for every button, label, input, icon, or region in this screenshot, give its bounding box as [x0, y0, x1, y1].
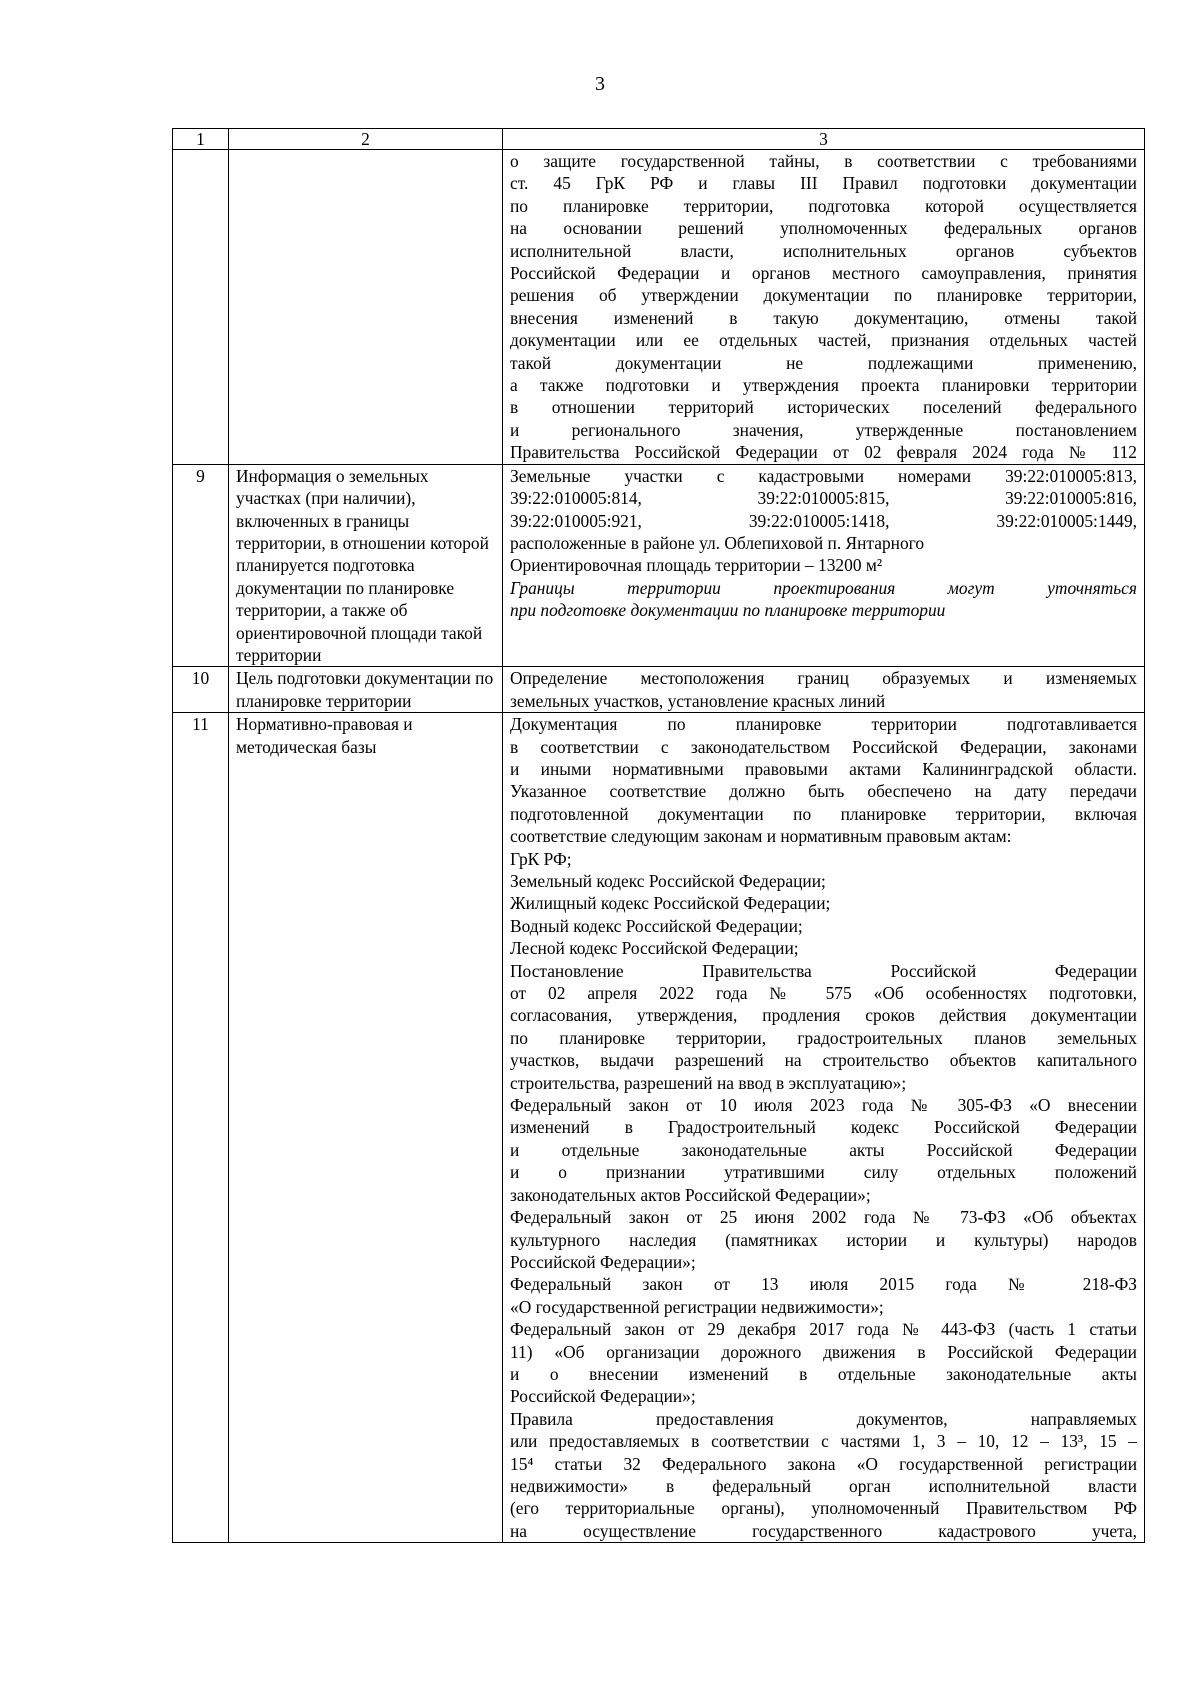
- text-line: Правила предоставления документов, направляемых: [510, 1408, 1137, 1429]
- text-line: расположенные в районе ул. Облепиховой п. Янтарного: [510, 532, 925, 553]
- text-line: а также подготовки и утверждения проекта планировки территории: [510, 375, 1137, 396]
- text-line: недвижимости» в федеральный орган исполнительной власти: [510, 1475, 1137, 1496]
- text-line: Земельные участки с кадастровыми номерами 39:22:010005:813,: [510, 465, 1137, 486]
- text-line: Федеральный закон от 29 декабря 2017 года № 443-ФЗ (часть 1 статьи: [510, 1319, 1137, 1340]
- text-line: ст. 45 ГрК РФ и главы III Правил подготовки документации: [510, 173, 1137, 194]
- text-line: Жилищный кодекс Российской Федерации;: [510, 893, 831, 914]
- document-table: [172, 128, 1145, 1543]
- table-row-continuation: [173, 150, 1145, 465]
- text-line: согласования, утверждения, продления сроков действия документации: [510, 1005, 1137, 1026]
- text-line: 39:22:010005:814, 39:22:010005:815, 39:22:010005:816,: [510, 488, 1137, 509]
- text-line: подготовленной документации по планировке территории, включая: [510, 803, 1137, 824]
- table-row-11: [173, 713, 1145, 1543]
- text-line: Лесной кодекс Российской Федерации;: [510, 938, 799, 959]
- text-line: 39:22:010005:921, 39:22:010005:1418, 39:22:010005:1449,: [510, 510, 1137, 531]
- text-line: от 02 апреля 2022 года № 575 «Об особенностях подготовки,: [510, 983, 1137, 1004]
- text-line: и о признании утратившими силу отдельных положений: [510, 1162, 1137, 1183]
- text-line: о защите государственной тайны, в соответствии с требованиями: [510, 151, 1137, 171]
- row-name-cell: Нормативно-правовая и методическая базы: [229, 713, 503, 1543]
- text-line: Документация по планировке территории подготавливается: [510, 714, 1137, 735]
- row-content-cell: [503, 150, 1145, 465]
- row-number-cell: 9: [173, 464, 229, 667]
- text-line: строительства, разрешений на ввод в эксплуатацию»;: [510, 1072, 907, 1093]
- text-line: Российской Федерации»;: [510, 1251, 696, 1272]
- row-content-cell: [503, 713, 1145, 1543]
- text-line: на осуществление государственного кадастрового учета,: [510, 1520, 1137, 1541]
- text-line: соответствие следующим законам и нормативным правовым актам:: [510, 826, 1012, 847]
- text-line: Ориентировочная площадь территории – 13200 м²: [510, 555, 883, 576]
- text-line: земельных участков, установление красных линий: [510, 690, 886, 711]
- text-line: по планировке территории, подготовка которой осуществляется: [510, 195, 1137, 216]
- text-line: Федеральный закон от 13 июля 2015 года № 218-ФЗ: [510, 1274, 1137, 1295]
- column-header-1: 1: [173, 129, 229, 150]
- text-line: на основании решений уполномоченных федеральных органов: [510, 218, 1137, 239]
- text-line: исполнительной власти, исполнительных органов субъектов: [510, 240, 1137, 261]
- text-line: Российской Федерации и органов местного самоуправления, принятия: [510, 263, 1137, 284]
- text-line: культурного наследия (памятниках истории и культуры) народов: [510, 1229, 1137, 1250]
- row-name-cell: Цель подготовки документации по планировке территории: [229, 667, 503, 713]
- column-header-2: 2: [229, 129, 503, 150]
- text-line: в отношении территорий исторических поселений федерального: [510, 397, 1137, 418]
- text-line: или предоставляемых в соответствии с частями 1, 3 – 10, 12 – 13³, 15 –: [510, 1431, 1137, 1452]
- text-line: такой документации не подлежащими применению,: [510, 352, 1137, 373]
- italic-note-line: при подготовке документации по планировке территории: [510, 600, 946, 621]
- row-number-cell: 10: [173, 667, 229, 713]
- text-line: Земельный кодекс Российской Федерации;: [510, 871, 826, 891]
- text-line: по планировке территории, градостроительных планов земельных: [510, 1027, 1137, 1048]
- text-line: «О государственной регистрации недвижимости»;: [510, 1296, 884, 1317]
- text-line: Водный кодекс Российской Федерации;: [510, 915, 803, 936]
- text-line: Определение местоположения границ образуемых и изменяемых: [510, 668, 1137, 689]
- text-line: в соответствии с законодательством Российской Федерации, законами: [510, 736, 1137, 757]
- italic-note-line: Границы территории проектирования могут уточняться: [510, 577, 1137, 598]
- text-line: участков, выдачи разрешений на строительство объектов капитального: [510, 1050, 1137, 1071]
- row-name-cell: Информация о земельных участках (при наличии), включенных в границы территории, в отношении которой планируется подготовка документации по планировке территории, а также об ориентировочной площади такой территории: [229, 464, 503, 667]
- text-line: и отдельные законодательные акты Российской Федерации: [510, 1139, 1137, 1160]
- row-content-cell: [503, 464, 1145, 667]
- row-content-cell: [503, 667, 1145, 713]
- text-line: 15⁴ статьи 32 Федерального закона «О государственной регистрации: [510, 1453, 1137, 1474]
- text-line: и о внесении изменений в отдельные законодательные акты: [510, 1363, 1137, 1384]
- row-number-cell: [173, 150, 229, 465]
- text-line: решения об утверждении документации по планировке территории,: [510, 285, 1137, 306]
- table-row-10: [173, 667, 1145, 713]
- text-line: Федеральный закон от 10 июля 2023 года № 305-ФЗ «О внесении: [510, 1095, 1137, 1116]
- text-line: Федеральный закон от 25 июня 2002 года № 73-ФЗ «Об объектах: [510, 1207, 1137, 1228]
- text-line: (его территориальные органы), уполномоченный Правительством РФ: [510, 1498, 1137, 1519]
- table-row-9: [173, 464, 1145, 667]
- text-line: и регионального значения, утвержденные постановлением: [510, 419, 1137, 440]
- table-header-row: [173, 129, 1145, 150]
- text-line: и иными нормативными правовыми актами Калининградской области.: [510, 758, 1137, 779]
- text-line: Правительства Российской Федерации от 02 февраля 2024 года № 112: [510, 442, 1137, 463]
- row-name-cell: [229, 150, 503, 465]
- text-line: Постановление Правительства Российской Федерации: [510, 960, 1137, 981]
- text-line: внесения изменений в такую документацию, отмены такой: [510, 307, 1137, 328]
- text-line: 11) «Об организации дорожного движения в Российской Федерации: [510, 1341, 1137, 1362]
- text-line: законодательных актов Российской Федерации»;: [510, 1184, 871, 1205]
- text-line: Российской Федерации»;: [510, 1386, 696, 1407]
- text-line: изменений в Градостроительный кодекс Российской Федерации: [510, 1117, 1137, 1138]
- row-number-cell: 11: [173, 713, 229, 1543]
- text-line: Указанное соответствие должно быть обеспечено на дату передачи: [510, 781, 1137, 802]
- text-line: документации или ее отдельных частей, признания отдельных частей: [510, 330, 1137, 351]
- text-line: ГрК РФ;: [510, 848, 572, 869]
- column-header-3: 3: [503, 129, 1145, 150]
- page-number: 3: [595, 73, 605, 95]
